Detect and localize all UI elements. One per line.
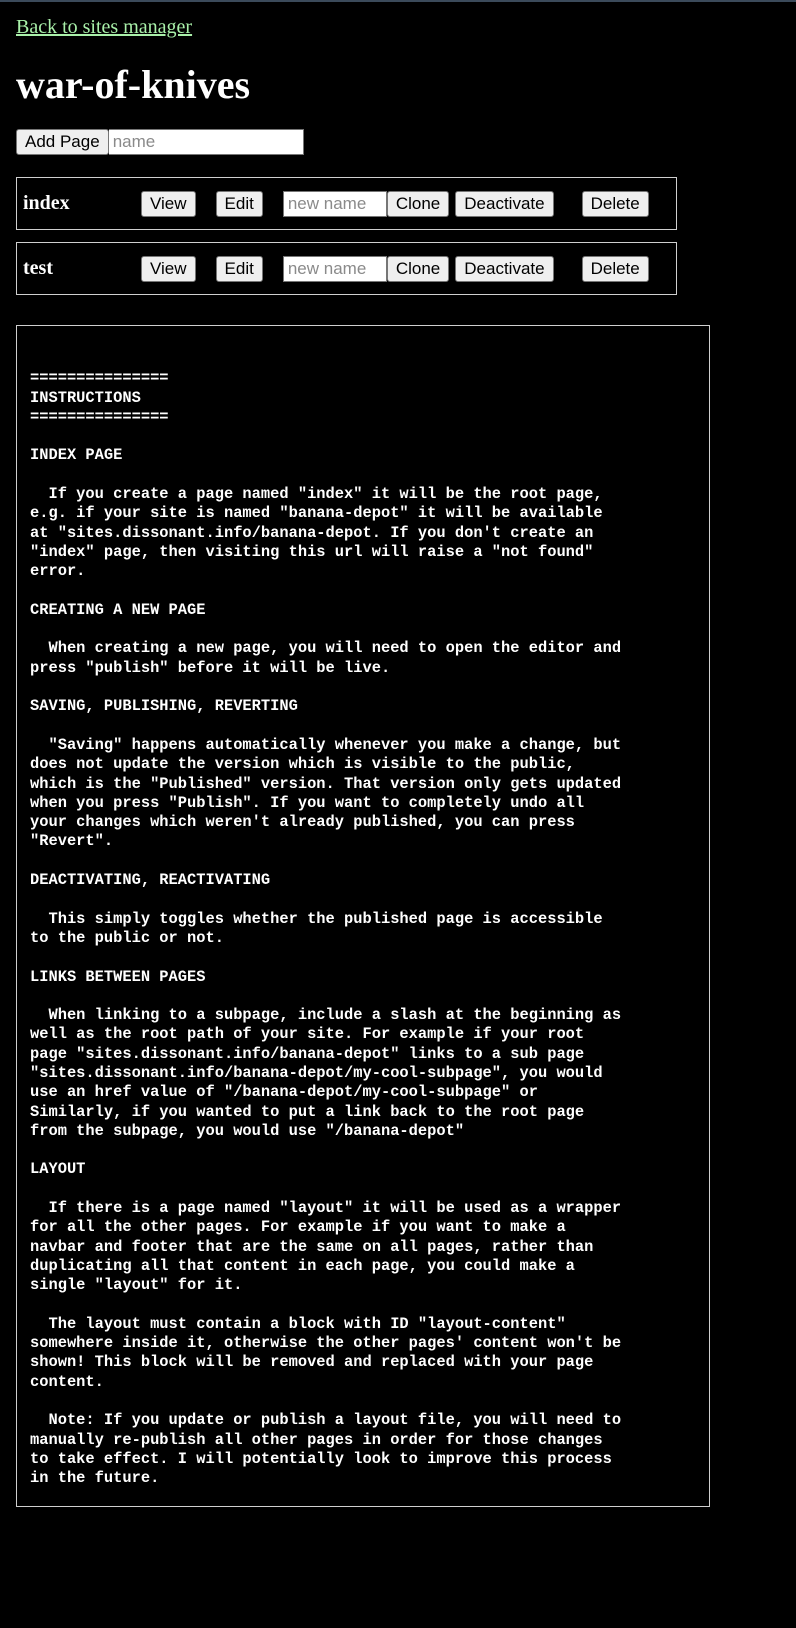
clone-page-button[interactable]: Clone	[387, 256, 449, 282]
instructions-text: =============== INSTRUCTIONS =============== INDEX PAGE If you create a page named "index" it will be the root page, e.g. if your site is named "banana-depot" it will be available at "sites.dissonant.info/banana-depot. If you don't create an "index" page, then visiting this url will raise a "not found" error. CREATING A NEW PAGE When creating a new page, you will need to open the editor and press "publish" before it will be live. SAVING, PUBLISHING, REVERTING "Saving" happens automatically whenever you make a change, but does not update the version which is visible to the public, which is the "Published" version. That version only gets updated when you press "Publish". If you want to completely undo all your changes which weren't already published, you can press "Revert". DEACTIVATING, REACTIVATING This simply toggles whether the published page is accessible to the public or not. LINKS BETWEEN PAGES When linking to a subpage, include a slash at the beginning as well as the root path of your site. For example if your root page "sites.dissonant.info/banana-depot" links to a sub page "sites.dissonant.info/banana-depot/my-cool-subpage", you would use an href value of "/banana-depot/my-cool-subpage" or Similarly, if you wanted to put a link back to the root page from the subpage, you would use "/banana-depot" LAYOUT If there is a page named "layout" it will be used as a wrapper for all the other pages. For example if you want to make a navbar and footer that are the same on all pages, rather than duplicating all that content in each page, you could make a single "layout" for it. The layout must contain a block with ID "layout-content" somewhere inside it, otherwise the other pages' content won't be shown! This block will be removed and replaced with your page content. Note: If you update or publish a layout file, you will need to manually re-publish all other pages in order for those changes to take effect. I will potentially look to improve this process in the future.	[30, 369, 622, 1488]
edit-page-button[interactable]: Edit	[216, 256, 263, 282]
delete-page-button[interactable]: Delete	[582, 191, 649, 217]
page-name: test	[23, 257, 53, 279]
view-page-button[interactable]: View	[141, 256, 196, 282]
clone-name-input[interactable]	[283, 256, 387, 282]
delete-page-button[interactable]: Delete	[582, 256, 649, 282]
page-row-index	[16, 177, 677, 230]
site-title: war-of-knives	[16, 62, 251, 107]
deactivate-page-button[interactable]: Deactivate	[455, 256, 553, 282]
clone-name-input[interactable]	[283, 191, 387, 217]
view-page-button[interactable]: View	[141, 191, 196, 217]
edit-page-button[interactable]: Edit	[216, 191, 263, 217]
page-name: index	[23, 192, 70, 214]
instructions-panel	[16, 325, 710, 1507]
clone-page-button[interactable]: Clone	[387, 191, 449, 217]
deactivate-page-button[interactable]: Deactivate	[455, 191, 553, 217]
add-page-button[interactable]: Add Page	[16, 129, 109, 155]
new-page-name-input[interactable]	[109, 129, 304, 155]
add-page-form	[16, 129, 780, 155]
page-row-test	[16, 242, 677, 295]
back-to-sites-manager-link[interactable]: Back to sites manager	[16, 16, 193, 38]
page-container	[0, 2, 796, 1507]
